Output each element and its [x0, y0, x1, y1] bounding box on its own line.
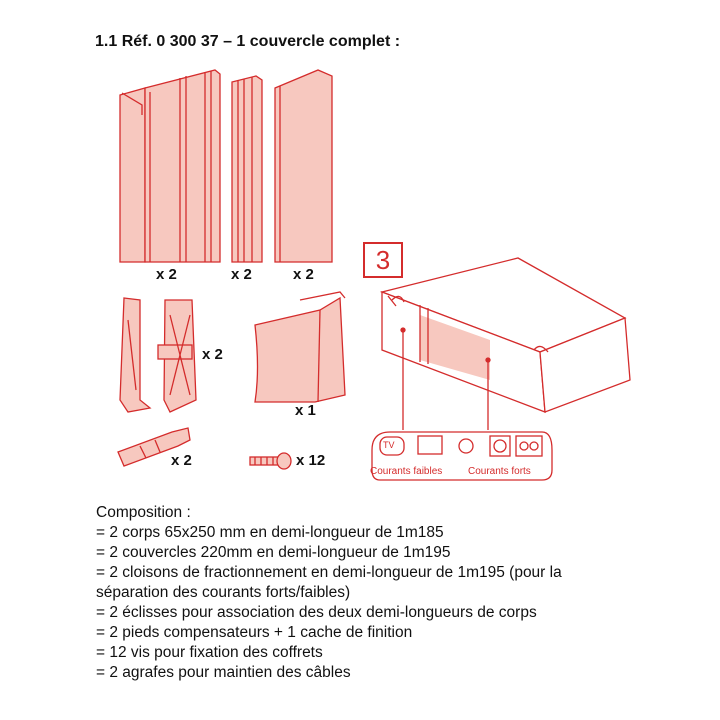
partition-profile-drawing: [232, 76, 262, 262]
qty-splice: x 2: [202, 346, 223, 363]
step-number-badge: 3: [363, 242, 403, 278]
trunking-assembly-drawing: [382, 258, 630, 430]
composition-line: séparation des courants forts/faibles): [96, 584, 351, 601]
strong-current-label: Courants forts: [468, 466, 531, 477]
composition-line: = 2 agrafes pour maintien des câbles: [96, 664, 351, 681]
composition-block: [96, 503, 696, 683]
composition-line: = 12 vis pour fixation des coffrets: [96, 644, 323, 661]
page-title: 1.1 Réf. 0 300 37 – 1 couvercle complet :: [95, 33, 401, 50]
composition-line: = 2 éclisses pour association des deux demi-longueurs de corps: [96, 604, 537, 621]
qty-screw: x 12: [296, 452, 326, 469]
composition-line: = 2 cloisons de fractionnement en demi-longueur de 1m195 (pour la: [96, 564, 562, 581]
qty-clip: x 2: [171, 452, 192, 469]
qty-end-cap: x 1: [295, 402, 316, 419]
qty-partition: x 2: [231, 266, 252, 283]
qty-body: x 2: [156, 266, 177, 283]
weak-current-label: Courants faibles: [370, 466, 443, 477]
splice-drawing: [120, 298, 196, 412]
qty-cover: x 2: [293, 266, 314, 283]
tv-label: TV: [383, 440, 395, 450]
composition-heading: Composition :: [96, 504, 191, 521]
composition-line: = 2 couvercles 220mm en demi-longueur de 1m195: [96, 544, 451, 561]
body-profile-drawing: [120, 70, 220, 262]
screw-drawing: [250, 453, 291, 469]
end-cap-drawing: [255, 292, 345, 402]
cover-profile-drawing: [275, 70, 332, 262]
composition-line: = 2 corps 65x250 mm en demi-longueur de 1m185: [96, 524, 444, 541]
composition-line: = 2 pieds compensateurs + 1 cache de finition: [96, 624, 413, 641]
